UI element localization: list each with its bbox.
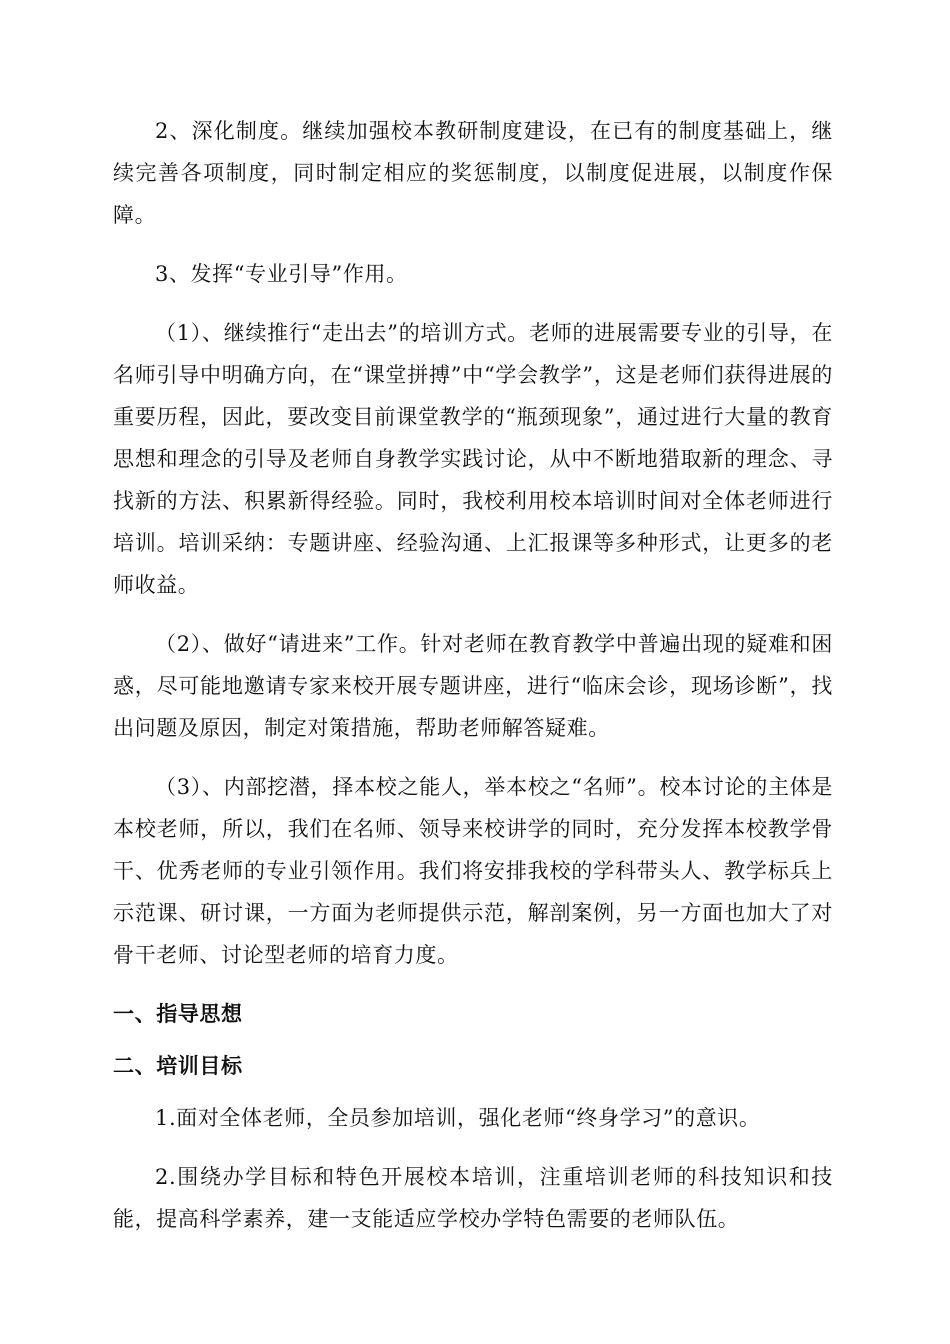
paragraph-going-out-training: （1）、继续推行“走出去”的培训方式。老师的进展需要专业的引导，在名师引导中明确方向，在“课堂拼搏”中“学会教学”，这是老师们获得进展的重要历程，因此，要改变目前课堂教学的“瓶颈现象”，通过进行大量的教育思想和理念的引导及老师自身教学实践讨论，从中不断地猎取新的理念、寻找新的方法、积累新得经验。同时，我校利用校本培训时间对全体老师进行培训。培训采纳：专题讲座、经验沟通、上汇报课等多种形式，让更多的老师收益。: [113, 321, 833, 597]
goal-item-lifelong-learning: 1.面对全体老师，全员参加培训，强化老师“终身学习”的意识。: [155, 1106, 761, 1130]
paragraph-professional-guidance: 3、发挥“专业引导”作用。: [155, 262, 408, 286]
heading-training-goals: 二、培训目标: [113, 1054, 243, 1078]
document-body: [113, 110, 833, 1257]
paragraph-internal-potential: （3）、内部挖潜，择本校之能人，举本校之“名师”。校本讨论的主体是本校老师，所以，我们在名师、领导来校讲学的同时，充分发挥本校教学骨干、优秀老师的专业引领作用。我们将安排我校的学科带头人、教学标兵上示范课、研讨课，一方面为老师提供示范，解剖案例，另一方面也加大了对骨干老师、讨论型老师的培育力度。: [113, 775, 833, 967]
heading-guiding-ideology: 一、指导思想: [113, 1002, 243, 1026]
goal-item-school-characteristics: 2.围绕办学目标和特色开展校本培训，注重培训老师的科技知识和技能，提高科学素养，建一支能适应学校办学特色需要的老师队伍。: [113, 1165, 833, 1231]
paragraph-inviting-experts: （2）、做好“请进来”工作。针对老师在教育教学中普遍出现的疑难和困惑，尽可能地邀请专家来校开展专题讲座，进行“临床会诊，现场诊断”，找出问题及原因，制定对策措施，帮助老师解答疑难。: [113, 632, 833, 740]
paragraph-deepen-system: 2、深化制度。继续加强校本教研制度建设，在已有的制度基础上，继续完善各项制度，同时制定相应的奖惩制度，以制度促进展，以制度作保障。: [113, 119, 833, 227]
